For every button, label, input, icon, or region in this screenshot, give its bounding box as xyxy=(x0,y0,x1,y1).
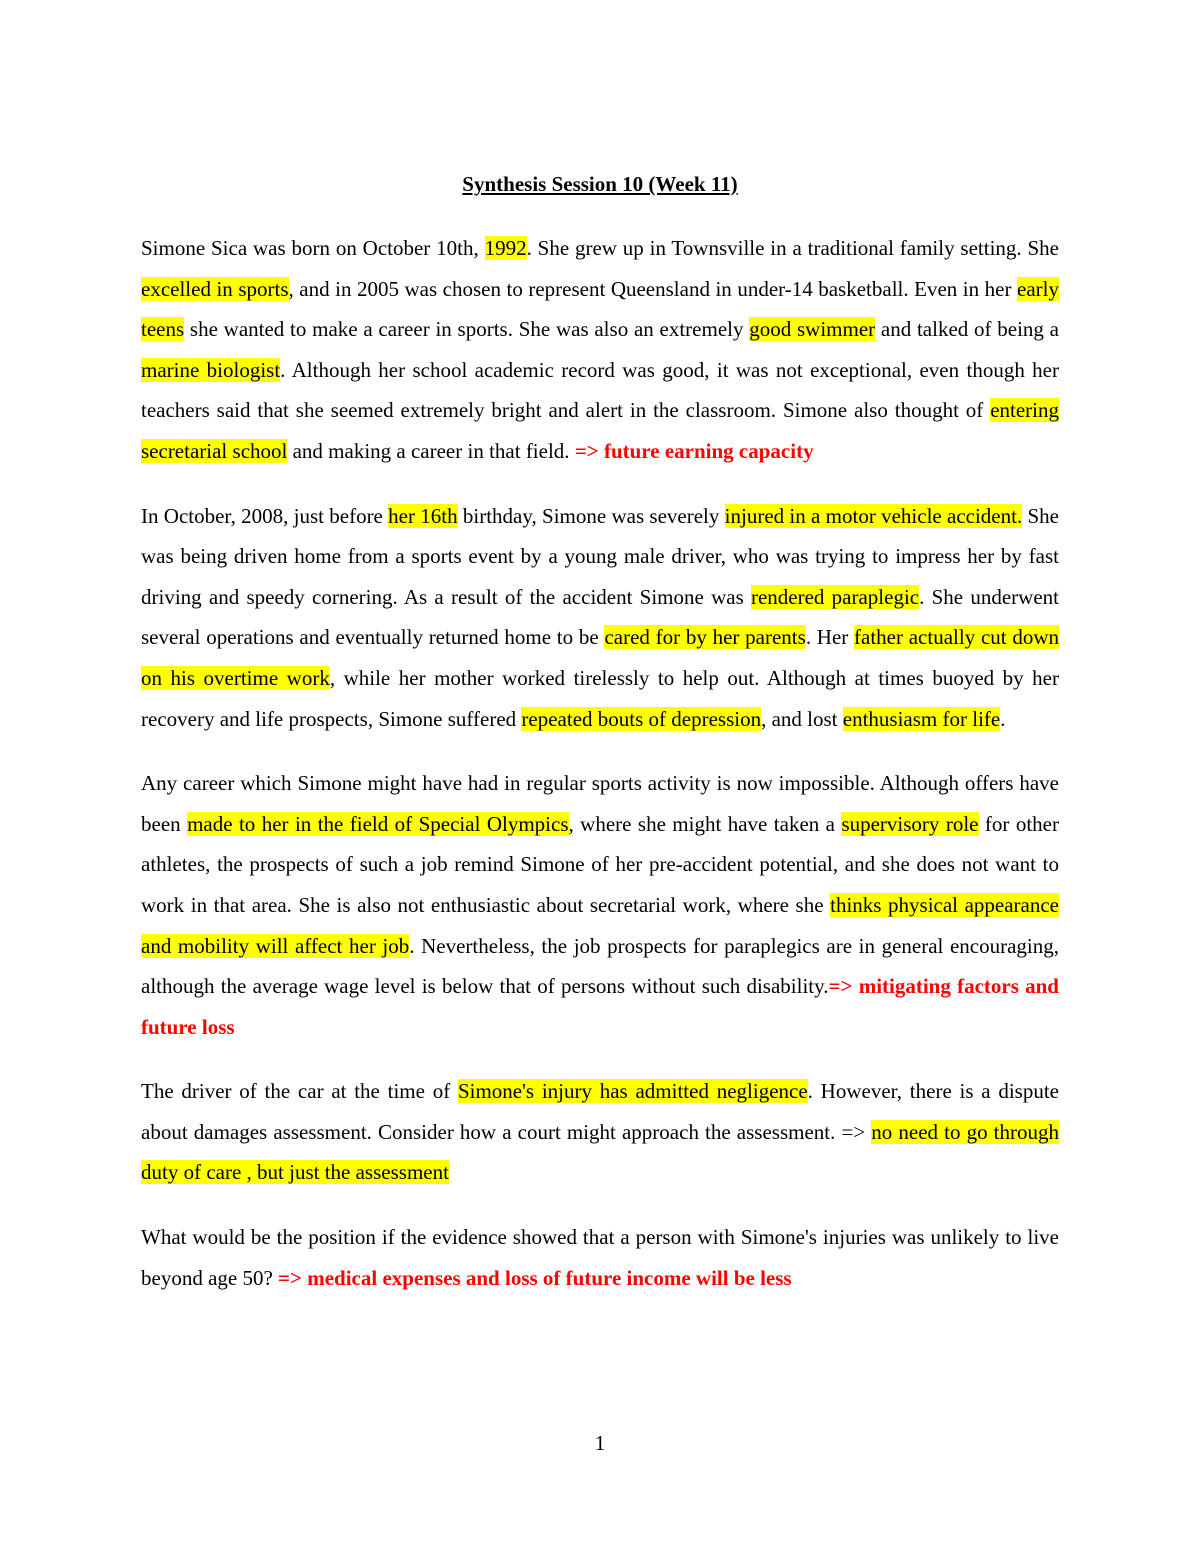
body-text: Any career which Simone might have had in regular sports activity is now impossible. Although offers have been xyxy=(141,771,1059,836)
highlighted-text: no need to go through duty of care , but just the assessment xyxy=(141,1119,1059,1185)
body-text: , while her mother worked tirelessly to help out. Although at times buoyed by her recovery and life prospects, Simone suffered xyxy=(141,665,1059,731)
highlighted-text: thinks physical appearance and mobility will affect her job xyxy=(141,892,1059,958)
paragraph-2 xyxy=(141,496,1059,740)
highlighted-text: cared for by her parents xyxy=(604,625,806,650)
paragraph-5 xyxy=(141,1217,1059,1298)
body-text: What would be the position if the evidence showed that a person with Simone's injuries was unlikely to live beyond age 50? xyxy=(141,1225,1059,1290)
highlighted-text: her 16th xyxy=(388,503,458,528)
body-text: In October, 2008, just before xyxy=(141,503,389,528)
body-text: . Although her school academic record was good, it was not exceptional, even though her teachers said that she seemed extremely bright and alert in the classroom. Simone also thought of xyxy=(141,357,1059,423)
highlighted-text: made to her in the field of Special Olympics xyxy=(187,811,569,836)
highlighted-text: supervisory role xyxy=(841,811,979,836)
highlighted-text: early teens xyxy=(141,276,1059,342)
highlighted-text: good swimmer xyxy=(749,317,876,342)
body-text: and talked of being a xyxy=(875,317,1059,342)
paragraph-4 xyxy=(141,1071,1059,1193)
body-text: . Her xyxy=(805,625,855,650)
highlighted-text: marine biologist xyxy=(141,357,281,382)
body-text: She was being driven home from a sports event by a young male driver, who was trying to impress her by fast driving and speedy cornering. As a result of the accident Simone was xyxy=(141,503,1059,609)
highlighted-text: entering secretarial school xyxy=(141,398,1059,463)
body-text: . However, there is a dispute about damages assessment. Consider how a court might approach the assessment. => xyxy=(141,1079,1060,1144)
body-text: for other athletes, the prospects of such a job remind Simone of her pre-accident potential, and she does not want to work in that area. She is also not enthusiastic about secretarial work, where she xyxy=(141,811,1059,917)
body-text: birthday, Simone was severely xyxy=(457,503,725,528)
highlighted-text: repeated bouts of depression xyxy=(521,706,762,731)
highlighted-text: Simone's injury has admitted negligence xyxy=(457,1079,808,1104)
highlighted-text: rendered paraplegic xyxy=(750,584,920,609)
annotation-note: => mitigating factors and future loss xyxy=(141,974,1059,1039)
annotation-note: => medical expenses and loss of future income will be less xyxy=(278,1265,792,1290)
highlighted-text: injured in a motor vehicle accident. xyxy=(724,503,1023,528)
body-text: The driver of the car at the time of xyxy=(141,1079,458,1104)
highlighted-text: excelled in sports xyxy=(141,276,289,301)
body-text: , and lost xyxy=(761,706,843,731)
body-text: and making a career in that field. xyxy=(287,438,575,463)
body-text: she wanted to make a career in sports. She was also an extremely xyxy=(184,317,750,342)
page-number: 1 xyxy=(594,1431,606,1455)
body-text: , and in 2005 was chosen to represent Queensland in under-14 basketball. Even in her xyxy=(288,276,1017,301)
body-text: , where she might have taken a xyxy=(568,811,842,836)
body-text: . She underwent several operations and eventually returned home to be xyxy=(141,584,1059,650)
highlighted-text: 1992 xyxy=(484,236,527,260)
highlighted-text: enthusiasm for life xyxy=(842,706,1001,731)
body-text: Simone Sica was born on October 10th, xyxy=(141,236,485,260)
paragraph-3 xyxy=(141,763,1059,1047)
paragraph-1 xyxy=(141,228,1059,472)
document-title: Synthesis Session 10 (Week 11) xyxy=(462,172,738,196)
document-body xyxy=(141,164,1059,1322)
body-text: . She grew up in Townsville in a traditional family setting. She xyxy=(526,236,1060,260)
body-text: . Nevertheless, the job prospects for paraplegics are in general encouraging, although the average wage level is below that of persons without such disability. xyxy=(141,933,1060,999)
body-text: . xyxy=(1000,706,1006,731)
highlighted-text: father actually cut down on his overtime work xyxy=(141,625,1060,690)
annotation-note: => future earning capacity xyxy=(574,438,814,463)
